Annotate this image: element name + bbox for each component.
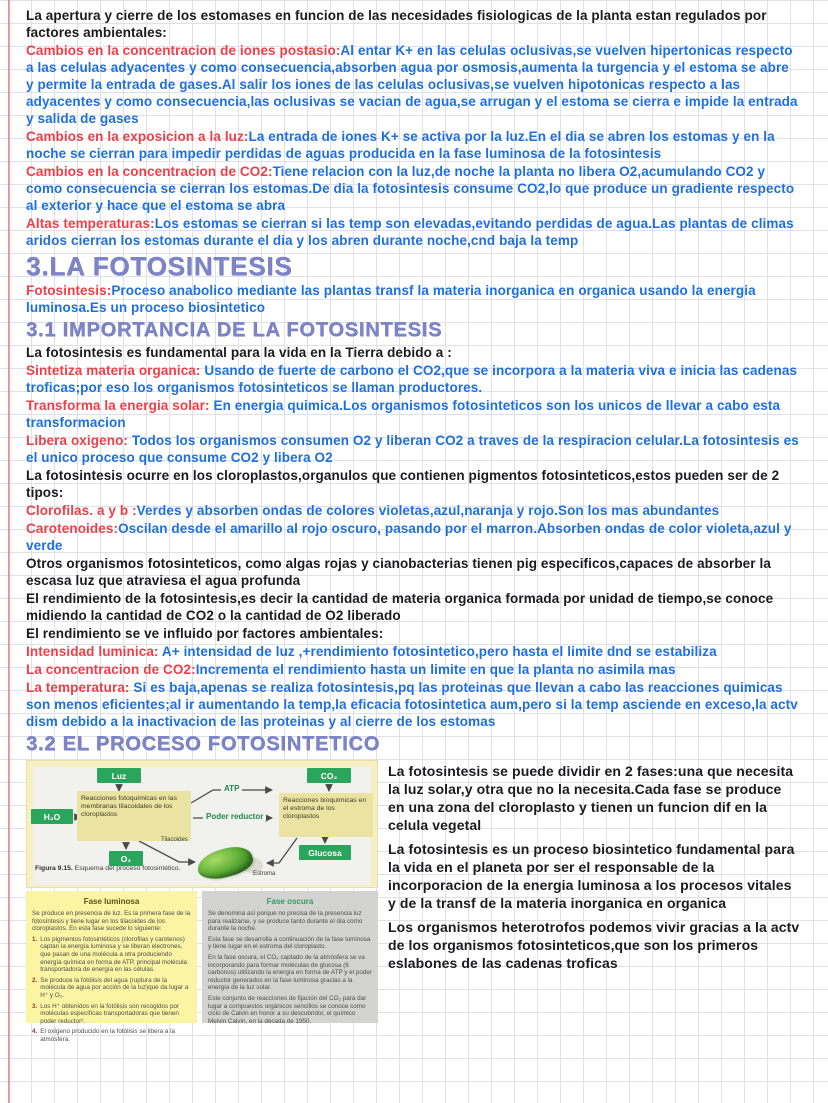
fase-oscura-paragraph: Este conjunto de reacciones de fijación del CO₂ para dar lugar a compuestos orgánicos sencillos se conoce como ciclo de Calvin en honor a su descubridor, el químico Melvin Calvin, en la década de 1950.	[208, 994, 367, 1025]
pigment-clorofilas-heading: Clorofilas. a y b :	[26, 503, 137, 518]
bottom-two-column-area	[26, 760, 800, 1043]
yield-factors-intro: El rendimiento se ve influido por factores ambientales:	[26, 626, 384, 641]
fase-oscura-title: Fase oscura	[266, 897, 314, 906]
pigment-clorofilas-body: Verdes y absorben ondas de colores violetas,azul,naranja y rojo.Son los mas abundantes	[136, 503, 720, 518]
importance-libera-heading: Libera oxigeno:	[26, 433, 129, 448]
process-importance-paragraph: La fotosintesis es un proceso biosintetico fundamental para la vida en el planeta por ser el responsable de la incorporacion de la energia luminosa a los procesos vitales y de la transf de la materia inorganica en organica	[388, 841, 795, 911]
factor-co2-body: Tiene relacion con la luz,de noche la planta no libera O2,acumulando CO2 y como consecuencia se cierran los estomas.De dia la fotosintesis consume CO2,lo que produce un gradiente respecto al exterior y hace que el estoma se abra	[26, 164, 795, 213]
fase-luminosa-intro: Se produce en presencia de luz. Es la primera fase de la fotosíntesis y tiene lugar en los tilacoides de los cloroplastos. En esta fase sucede lo siguiente:	[32, 910, 191, 933]
yield-factor-intensity	[26, 643, 800, 660]
item-number: 3.	[32, 1002, 38, 1010]
fotosintesis-definition-heading: Fotosintesis:	[26, 283, 112, 298]
item-text: Se produce la fotólisis del agua (ruptura de la molécula de agua por acción de la luz)que da lugar a H⁺ y O₂.	[40, 976, 189, 999]
importance-transforma	[26, 397, 800, 431]
diagram-photochemical-box: Reacciones fotoquímicas en las membranas tilacoidales de los cloroplastos	[77, 791, 191, 841]
yield-factor-co2-body: Incrementa el rendimiento hasta un limite en que la planta no asimila mas	[195, 662, 676, 677]
diagram-label-tilacoides: Tilacoides	[161, 837, 188, 843]
factor-light-body: La entrada de iones K+ se activa por la luz.En el dia se abren los estomas y en la noche se cierran para impedir perdidas de aguas producida en la fase luminosa de la fotosintesis	[26, 129, 775, 161]
item-text: El oxígeno producido en la fotólisis se libera a la atmósfera.	[40, 1028, 176, 1043]
fase-luminosa-item	[32, 936, 191, 974]
yield-factor-intensity-body: A+ intensidad de luz ,+rendimiento fotosintetico,pero hasta el limite dnd se estabiliza	[158, 644, 717, 659]
diagram-node-glucosa: Glucosa	[299, 845, 351, 860]
intro-paragraph: La apertura y cierre de los estomases en funcion de las necesidades fisiologicas de la planta estan regulados por factores ambientales:	[26, 8, 767, 40]
fase-luminosa-item	[32, 1003, 191, 1026]
process-phases-paragraph: La fotosintesis se puede dividir en 2 fases:una que necesita la luz solar,y otra que no la necesita.Cada fase se produce en una zona del cloroplasto y tienen un funcion dif en la celula vegetal	[388, 763, 794, 833]
factor-light-heading: Cambios en la exposicion a la luz:	[26, 129, 249, 144]
item-number: 1.	[32, 935, 38, 943]
diagram-label-atp: ATP	[221, 784, 242, 793]
heterotrophs-paragraph: Los organismos heterotrofos podemos vivir gracias a la actv de los organismos fotosinteticos,que son los primeros eslabones de las cadenas troficas	[388, 919, 800, 971]
fotosintesis-definition	[26, 282, 800, 316]
diagram-biochemical-box: Reacciones bioquímicas en el estroma de los cloroplastos	[279, 793, 373, 837]
yield-factor-co2	[26, 661, 800, 678]
fase-oscura-panel	[202, 891, 378, 1023]
textbook-figure	[26, 760, 378, 1043]
importance-libera	[26, 432, 800, 466]
factor-co2	[26, 163, 800, 214]
fase-oscura-paragraph: En la fase oscura, el CO₂ captado de la atmósfera se va incorporando para formar moléculas de glucosa (6 carbonos) utilizando la energía en forma de ATP y el poder reductor generados en la fase luminosa gracias a la energía de la luz solar.	[208, 953, 372, 992]
right-text-column	[388, 760, 800, 1023]
fase-luminosa-item	[32, 977, 191, 1000]
other-organisms-paragraph: Otros organismos fotosinteticos, como algas rojas y cianobacterias tienen pig especificos,capaces de absorber la escasa luz que atraviesa el agua profunda	[26, 556, 771, 588]
diagram-node-h2o: H₂O	[31, 809, 73, 824]
yield-factor-intensity-heading: Intensidad luminica:	[26, 644, 159, 659]
importance-sintetiza-body: Usando de fuerte de carbono el CO2,que se incorpora a la materia viva e inicia las cadenas troficas;por eso los organismos fotosinteticos se llaman productores.	[26, 363, 798, 395]
importance-transforma-heading: Transforma la energia solar:	[26, 398, 210, 413]
pigments-intro: La fotosintesis ocurre en los cloroplastos,organulos que contienen pigmentos fotosinteticos,estos pueden ser de 2 tipos:	[26, 468, 780, 500]
fase-oscura-paragraph: Se denomina así porque no precisa de la presencia luz para realizarse, y se produce tanto durante el día como durante la noche.	[208, 910, 363, 933]
fase-luminosa-title: Fase luminosa	[83, 897, 140, 906]
section-3-2-title: 3.2 EL PROCESO FOTOSINTETICO	[26, 733, 380, 755]
yield-factor-temperature	[26, 679, 800, 730]
figure-caption-text: Esquema del proceso fotosintético.	[72, 865, 181, 872]
factor-light	[26, 128, 800, 162]
diagram-node-luz: Luz	[97, 768, 141, 783]
importance-libera-body: Todos los organismos consumen O2 y liberan CO2 a traves de la respiracion celular.La fotosintesis es el unico proceso que consume CO2 y libera O2	[26, 433, 799, 465]
factor-temperature-body: Los estomas se cierran si las temp son elevadas,evitando perdidas de agua.Las plantas de climas aridos cierran los estomas durante el dia y los abren durante noche,cnd baja la temp	[26, 216, 794, 248]
fase-oscura-paragraph: Esta fase se desarrolla a continuación de la fase luminosa y tiene lugar en el estroma del cloroplasto.	[208, 935, 371, 951]
importance-sintetiza	[26, 362, 800, 396]
diagram-label-estroma: Estroma	[253, 871, 276, 877]
yield-factor-temperature-heading: La temperatura:	[26, 680, 130, 695]
item-number: 4.	[32, 1028, 38, 1036]
factor-temperature	[26, 215, 800, 249]
yield-paragraph: El rendimiento de la fotosintesis,es decir la cantidad de materia organica formada por unidad de tiempo,se conoce midiendo la cantidad de CO2 o la cantidad de O2 liberado	[26, 591, 774, 623]
figure-caption	[35, 865, 180, 872]
factor-potassium-body: Al entar K+ en las celulas oclusivas,se vuelven hipertonicas respecto a las celulas adyacentes y como consecuencia,absorben agua por osmosis,aumenta la turgencia y el estoma se abre y permite la entrada de gases.Al salir los iones de las celulas oclusivas,se vuelven hipotonicas respecto a las adyacentes y como consecuencia,las oclusivas se vacian de agua,se arrugan y el estoma se cierra e impide la entrada y salida de gases	[26, 43, 798, 126]
figure-phase-panels	[26, 891, 378, 1043]
diagram-node-co2: CO₂	[307, 768, 351, 783]
figure-caption-number: Figura 9.15.	[35, 865, 73, 872]
diagram-node-o2: O₂	[109, 851, 143, 866]
pigment-carotenoides-body: Oscilan desde el amarillo al rojo oscuro, pasando por el marron.Absorben ondas de color violeta,azul y verde	[26, 521, 792, 553]
section-3-1-title: 3.1 IMPORTANCIA DE LA FOTOSINTESIS	[26, 319, 443, 341]
item-number: 2.	[32, 976, 38, 984]
yield-factor-co2-heading: La concentracion de CO2:	[26, 662, 196, 677]
factor-potassium-heading: Cambios en la concentracion de iones postasio:	[26, 43, 341, 58]
diagram-label-poder-reductor: Poder reductor	[203, 812, 266, 821]
importance-transforma-body: En energia quimica.Los organismos fotosinteticos son los unicos de llevar a cabo esta transformacion	[26, 398, 781, 430]
item-text: Los H⁺ obtenidos en la fotólisis son recogidos por moléculas específicas transportadoras que tienen poder reductor².	[40, 1002, 180, 1025]
fase-luminosa-item	[32, 1028, 191, 1043]
pigment-clorofilas	[26, 502, 800, 519]
section-3-title: 3.LA FOTOSINTESIS	[26, 251, 293, 281]
factor-temperature-heading: Altas temperaturas:	[26, 216, 155, 231]
photosynthesis-diagram	[26, 760, 378, 888]
item-text: Los pigmentos fotosintéticos (clorofilas y carotenos) captan la energía luminosa y se liberan electrones, que pasan de una molécula a otra produciendo energía química en forma de ATP, principal molécula transportadora de energía en las células.	[40, 935, 188, 974]
pigment-carotenoides-heading: Carotenoides:	[26, 521, 119, 536]
factor-potassium	[26, 42, 800, 127]
pigment-carotenoides	[26, 520, 800, 554]
fotosintesis-definition-body: Proceso anabolico mediante las plantas transf la materia inorganica en organica usando la energia luminosa.Es un proceso biosintetico	[26, 283, 756, 315]
fase-luminosa-panel	[26, 891, 197, 1043]
factor-co2-heading: Cambios en la concentracion de CO2:	[26, 164, 273, 179]
importance-sintetiza-heading: Sintetiza materia organica:	[26, 363, 201, 378]
importance-intro: La fotosintesis es fundamental para la vida en la Tierra debido a :	[26, 345, 452, 360]
yield-factor-temperature-body: Si es baja,apenas se realiza fotosintesis,pq las proteinas que llevan a cabo las reacciones quimicas son menos eficientes;al ir aumentando la temp,la eficacia fotosintetica aum,pero si la temp asciende en exceso,la actv dism debido a la inactivacion de las proteinas y al cierre de los estomas	[26, 680, 798, 729]
